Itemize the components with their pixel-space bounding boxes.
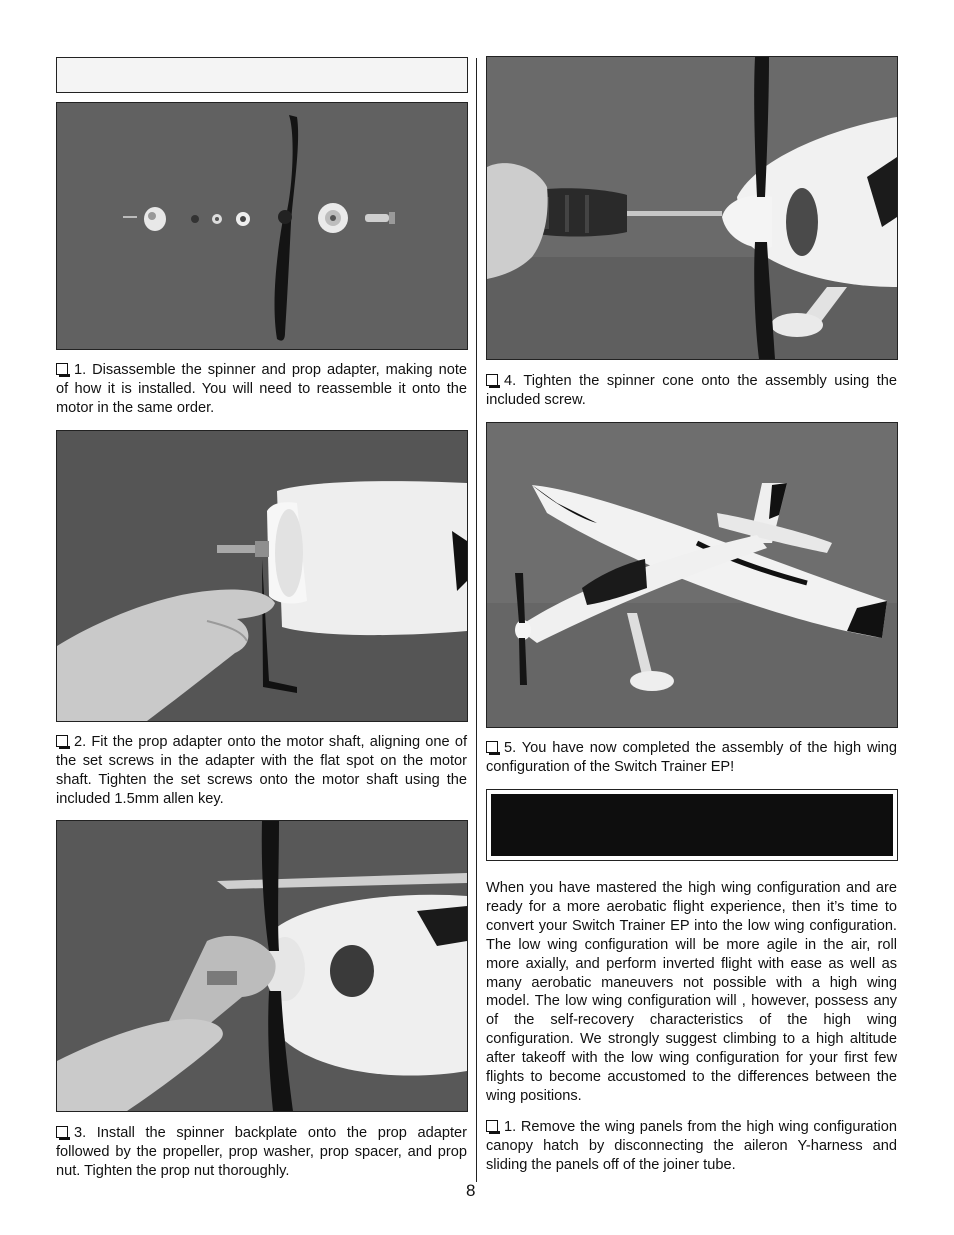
section-header-box — [56, 57, 468, 93]
checkbox-icon[interactable] — [56, 1126, 68, 1138]
checkbox-icon[interactable] — [486, 741, 498, 753]
checkbox-icon[interactable] — [56, 735, 68, 747]
checkbox-icon[interactable] — [56, 363, 68, 375]
checkbox-icon[interactable] — [486, 374, 498, 386]
low-wing-step-1-text: 1. Remove the wing panels from the high wing configuration canopy hatch by disconnecting the aileron Y-harness and sliding the panels off of the joiner tube. — [486, 1119, 897, 1173]
section-banner-fill — [491, 794, 893, 856]
photo-tighten-prop-nut — [56, 820, 468, 1112]
photo-spinner-parts — [56, 102, 468, 350]
section-banner — [486, 789, 898, 861]
step-4-text: 4. Tighten the spinner cone onto the assembly using the included screw. — [486, 373, 897, 408]
photo-fit-prop-adapter — [56, 430, 468, 722]
low-wing-intro-text: When you have mastered the high wing configuration and are ready for a more aerobatic flight experience, then it’s time to convert your Switch Trainer EP into the low wing configuration. The low wing configuration will be more agile in the air, roll more axially, and perform inverted flight with ease as well as many aerobatic maneuvers not possible with a high wing model. The low wing configuration will , however, possess any of the self-recovery characteristics of the high wing configuration. We strongly suggest climbing to a high altitude after takeoff with the low wing configuration for your first few flights to become accustomed to the differences between the wing positions. — [486, 880, 897, 1104]
step-5-text: 5. You have now completed the assembly of the high wing configuration of the Switch Trainer EP! — [486, 740, 897, 775]
step-1-text: 1. Disassemble the spinner and prop adapter, making note of how it is installed. You will need to reassemble it onto the motor in the same order. — [56, 362, 467, 416]
step-2-text: 2. Fit the prop adapter onto the motor shaft, aligning one of the set screws in the adapter with the flat spot on the motor shaft. Tighten the set screws onto the motor shaft using the included 1.5mm allen key. — [56, 734, 467, 807]
checkbox-icon[interactable] — [486, 1120, 498, 1132]
column-divider — [476, 58, 477, 1182]
photo-high-wing-complete — [486, 422, 898, 728]
page-number: 8 — [466, 1181, 476, 1200]
step-3-text: 3. Install the spinner backplate onto the prop adapter followed by the propeller, prop washer, prop spacer, and prop nut. Tighten the prop nut thoroughly. — [56, 1125, 467, 1179]
photo-tighten-spinner-cone — [486, 56, 898, 360]
